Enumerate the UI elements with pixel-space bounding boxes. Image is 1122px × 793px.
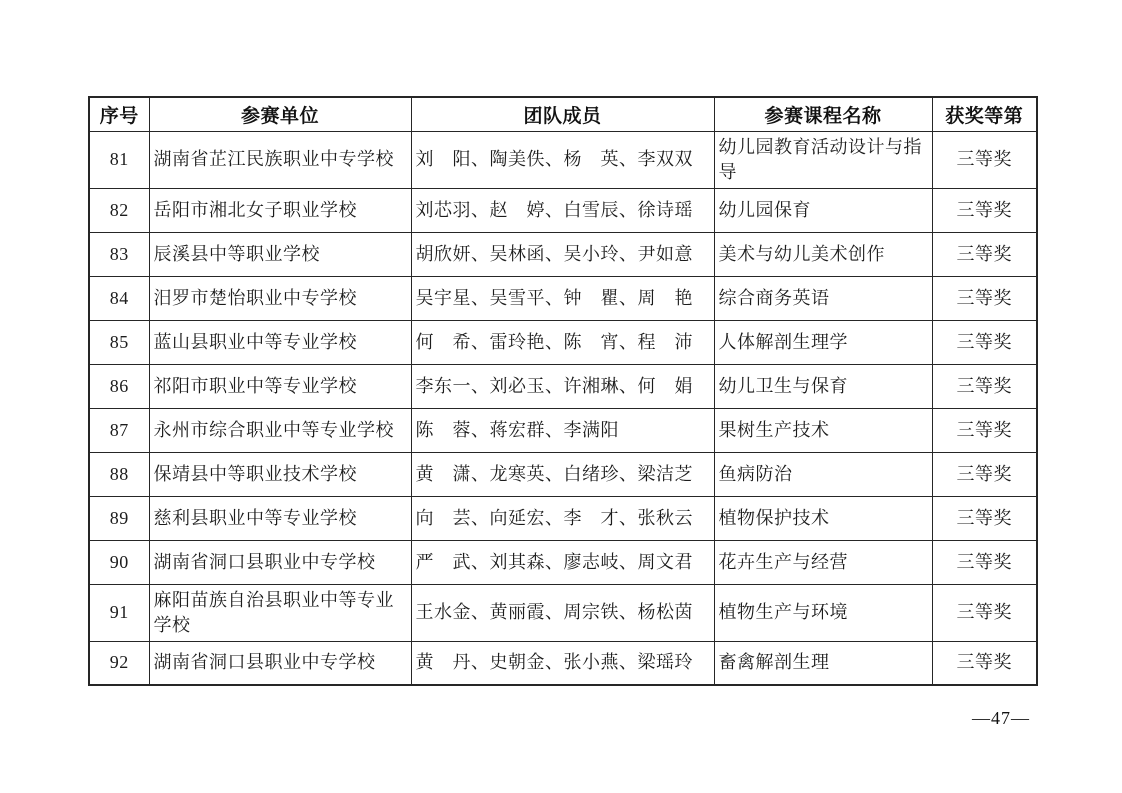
cell-award-level: 三等奖 [932,232,1037,276]
table-header [89,97,1037,131]
header-row [89,97,1037,131]
table-row [89,276,1037,320]
cell-serial-number: 89 [89,496,149,540]
table-row [89,452,1037,496]
cell-course-name: 综合商务英语 [714,276,932,320]
cell-unit-name: 慈利县职业中等专业学校 [149,496,411,540]
table-row [89,641,1037,685]
cell-course-name: 果树生产技术 [714,408,932,452]
cell-award-level: 三等奖 [932,496,1037,540]
cell-unit-name: 湖南省洞口县职业中专学校 [149,641,411,685]
cell-award-level: 三等奖 [932,641,1037,685]
cell-serial-number: 81 [89,131,149,188]
col-header-unit: 参赛单位 [149,97,411,131]
cell-serial-number: 82 [89,188,149,232]
cell-team-members: 刘芯羽、赵 婷、白雪辰、徐诗瑶 [411,188,714,232]
cell-team-members: 黄 潇、龙寒英、白绪珍、梁洁芝 [411,452,714,496]
cell-team-members: 何 希、雷玲艳、陈 宵、程 沛 [411,320,714,364]
cell-award-level: 三等奖 [932,452,1037,496]
cell-team-members: 刘 阳、陶美佚、杨 英、李双双 [411,131,714,188]
table-body [89,131,1037,685]
cell-team-members: 李东一、刘必玉、许湘琳、何 娟 [411,364,714,408]
table-row [89,408,1037,452]
cell-unit-name: 湖南省芷江民族职业中专学校 [149,131,411,188]
cell-serial-number: 85 [89,320,149,364]
cell-team-members: 王水金、黄丽霞、周宗铁、杨松茵 [411,584,714,641]
cell-serial-number: 92 [89,641,149,685]
col-header-course-name: 参赛课程名称 [714,97,932,131]
table-row [89,364,1037,408]
cell-serial-number: 84 [89,276,149,320]
cell-unit-name: 蓝山县职业中等专业学校 [149,320,411,364]
cell-unit-name: 汨罗市楚怡职业中专学校 [149,276,411,320]
table-row [89,584,1037,641]
cell-unit-name: 辰溪县中等职业学校 [149,232,411,276]
cell-serial-number: 90 [89,540,149,584]
cell-award-level: 三等奖 [932,320,1037,364]
cell-serial-number: 83 [89,232,149,276]
cell-award-level: 三等奖 [932,408,1037,452]
cell-team-members: 吴宇星、吴雪平、钟 瞿、周 艳 [411,276,714,320]
award-table-container [88,96,1036,686]
cell-course-name: 植物生产与环境 [714,584,932,641]
col-header-members: 团队成员 [411,97,714,131]
cell-unit-name: 永州市综合职业中等专业学校 [149,408,411,452]
cell-course-name: 美术与幼儿美术创作 [714,232,932,276]
cell-serial-number: 88 [89,452,149,496]
cell-serial-number: 91 [89,584,149,641]
cell-team-members: 向 芸、向延宏、李 才、张秋云 [411,496,714,540]
cell-award-level: 三等奖 [932,131,1037,188]
cell-course-name: 花卉生产与经营 [714,540,932,584]
cell-unit-name: 岳阳市湘北女子职业学校 [149,188,411,232]
cell-unit-name: 麻阳苗族自治县职业中等专业学校 [149,584,411,641]
col-header-serial-number: 序号 [89,97,149,131]
cell-unit-name: 祁阳市职业中等专业学校 [149,364,411,408]
cell-award-level: 三等奖 [932,584,1037,641]
cell-course-name: 鱼病防治 [714,452,932,496]
table-row [89,496,1037,540]
cell-award-level: 三等奖 [932,188,1037,232]
cell-team-members: 黄 丹、史朝金、张小燕、梁瑶玲 [411,641,714,685]
cell-course-name: 幼儿园保育 [714,188,932,232]
cell-course-name: 幼儿园教育活动设计与指导 [714,131,932,188]
table-row [89,320,1037,364]
col-header-award-level: 获奖等第 [932,97,1037,131]
cell-award-level: 三等奖 [932,276,1037,320]
award-table [88,96,1038,686]
table-row [89,131,1037,188]
table-row [89,232,1037,276]
cell-course-name: 植物保护技术 [714,496,932,540]
cell-team-members: 严 武、刘其森、廖志岐、周文君 [411,540,714,584]
cell-unit-name: 湖南省洞口县职业中专学校 [149,540,411,584]
cell-serial-number: 87 [89,408,149,452]
cell-course-name: 人体解剖生理学 [714,320,932,364]
cell-award-level: 三等奖 [932,364,1037,408]
cell-serial-number: 86 [89,364,149,408]
table-row [89,540,1037,584]
cell-course-name: 幼儿卫生与保育 [714,364,932,408]
cell-course-name: 畜禽解剖生理 [714,641,932,685]
page-number: —47— [972,708,1030,728]
cell-team-members: 陈 蓉、蒋宏群、李满阳 [411,408,714,452]
cell-unit-name: 保靖县中等职业技术学校 [149,452,411,496]
cell-award-level: 三等奖 [932,540,1037,584]
table-row [89,188,1037,232]
cell-team-members: 胡欣妍、吴林函、吴小玲、尹如意 [411,232,714,276]
